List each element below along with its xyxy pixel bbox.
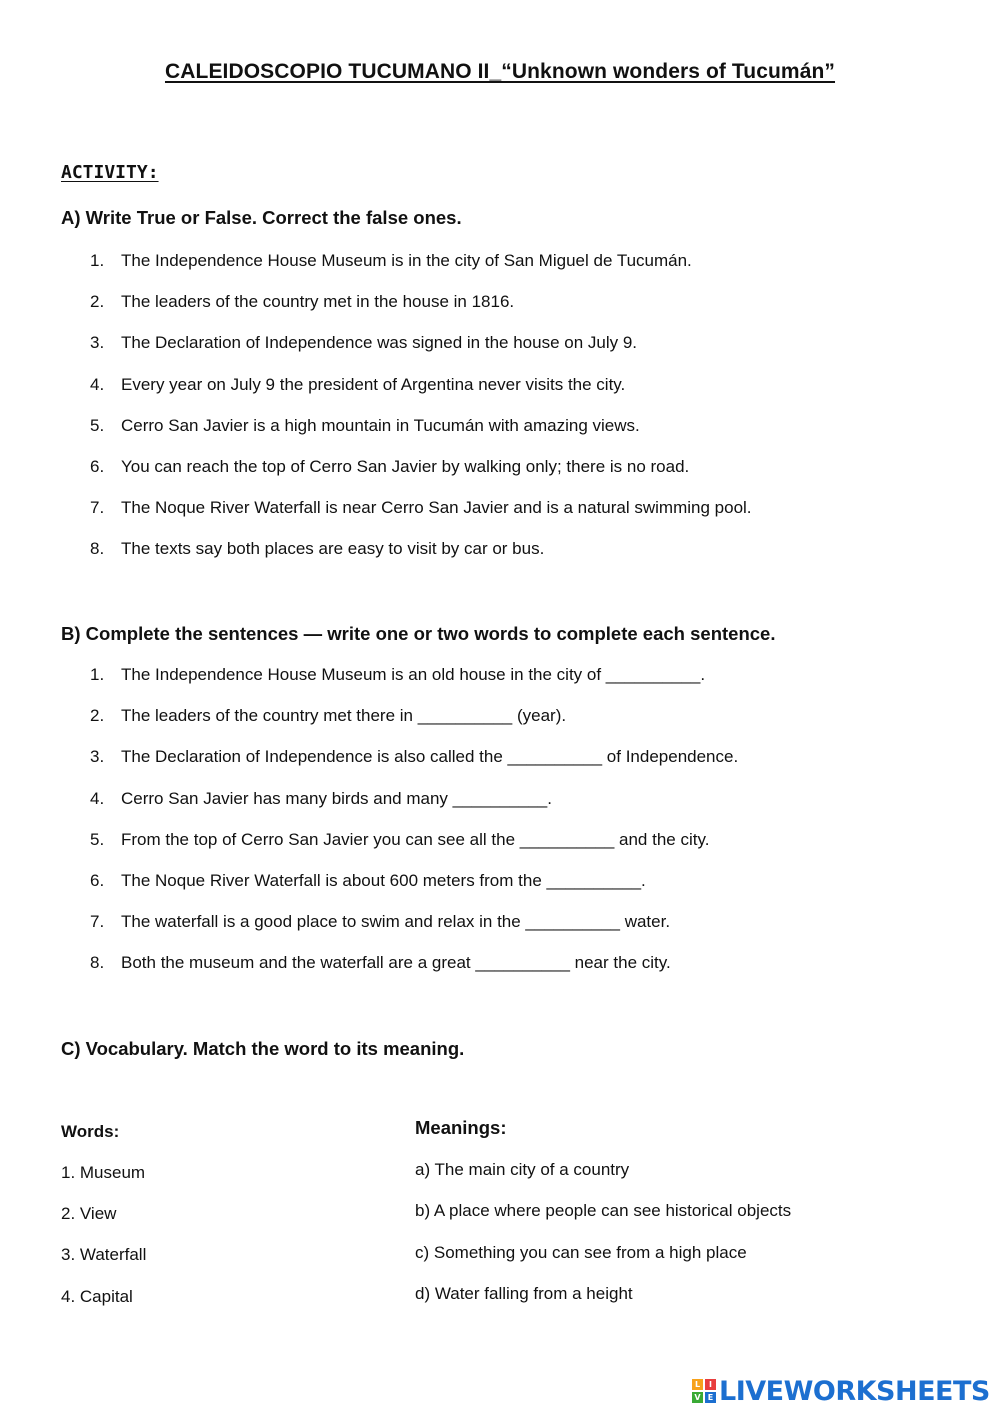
- logo-mark-tile: E: [705, 1392, 716, 1403]
- item-number: 1.: [90, 665, 105, 684]
- item-number: 7.: [90, 498, 105, 518]
- item-text: Both the museum and the waterfall are a great __________ near the city.: [121, 953, 671, 973]
- logo-mark-icon: [692, 1379, 716, 1403]
- section-a-heading: A) Write True or False. Correct the false ones.: [61, 207, 462, 228]
- logo-text: LIVEWORKSHEETS: [719, 1375, 990, 1407]
- item-text: The leaders of the country met there in __________ (year).: [121, 706, 567, 726]
- meaning-item: b) A place where people can see historical objects: [415, 1201, 792, 1220]
- item-number: 3.: [90, 333, 105, 353]
- item-text: You can reach the top of Cerro San Javier by walking only; there is no road.: [121, 456, 690, 476]
- item-text: The Noque River Waterfall is near Cerro San Javier and is a natural swimming pool.: [121, 498, 752, 518]
- item-number: 8.: [90, 953, 105, 973]
- section-c-heading: C) Vocabulary. Match the word to its meaning.: [61, 1038, 465, 1059]
- item-text: The leaders of the country met in the house in 1816.: [121, 292, 515, 312]
- section-b-heading: B) Complete the sentences — write one or two words to complete each sentence.: [61, 623, 776, 644]
- word-item: 1. Museum: [61, 1163, 146, 1182]
- item-number: 5.: [90, 829, 105, 849]
- worksheet-title: CALEIDOSCOPIO TUCUMANO II_“Unknown wonders of Tucumán”: [164, 60, 836, 83]
- item-number: 4.: [90, 374, 105, 394]
- meaning-item: a) The main city of a country: [415, 1160, 630, 1179]
- meaning-item: c) Something you can see from a high place: [415, 1243, 747, 1262]
- item-text: The Declaration of Independence is also called the __________ of Independence.: [121, 747, 739, 767]
- item-number: 8.: [90, 539, 105, 559]
- item-text: The Declaration of Independence was signed in the house on July 9.: [121, 333, 638, 353]
- meaning-item: d) Water falling from a height: [415, 1284, 633, 1303]
- meanings-column-label: Meanings:: [415, 1117, 507, 1138]
- activity-label: ACTIVITY:: [61, 162, 159, 183]
- item-text: The texts say both places are easy to visit by car or bus.: [121, 539, 545, 559]
- item-text: The Independence House Museum is an old house in the city of __________.: [121, 665, 706, 684]
- item-text: From the top of Cerro San Javier you can see all the __________ and the city.: [121, 829, 710, 849]
- word-item: 4. Capital: [61, 1287, 133, 1306]
- logo-mark-tile: I: [705, 1379, 716, 1390]
- item-number: 4.: [90, 788, 105, 808]
- item-text: Cerro San Javier has many birds and many __________.: [121, 788, 552, 808]
- item-number: 7.: [90, 912, 105, 932]
- item-number: 6.: [90, 456, 105, 476]
- item-number: 6.: [90, 870, 105, 890]
- item-text: Every year on July 9 the president of Argentina never visits the city.: [121, 374, 626, 394]
- item-number: 2.: [90, 292, 105, 312]
- item-text: The waterfall is a good place to swim and relax in the __________ water.: [121, 912, 671, 932]
- item-number: 5.: [90, 415, 105, 435]
- item-text: Cerro San Javier is a high mountain in Tucumán with amazing views.: [121, 415, 640, 435]
- words-column-label: Words:: [61, 1122, 120, 1141]
- liveworksheets-logo[interactable]: [692, 1376, 990, 1406]
- item-text: The Independence House Museum is in the city of San Miguel de Tucumán.: [121, 251, 692, 270]
- item-number: 2.: [90, 706, 105, 726]
- item-text: The Noque River Waterfall is about 600 meters from the __________.: [121, 870, 646, 890]
- item-number: 3.: [90, 747, 105, 767]
- logo-mark-tile: L: [692, 1379, 703, 1390]
- word-item: 2. View: [61, 1204, 117, 1223]
- word-item: 3. Waterfall: [61, 1245, 147, 1264]
- item-number: 1.: [90, 251, 105, 270]
- logo-mark-tile: V: [692, 1392, 703, 1403]
